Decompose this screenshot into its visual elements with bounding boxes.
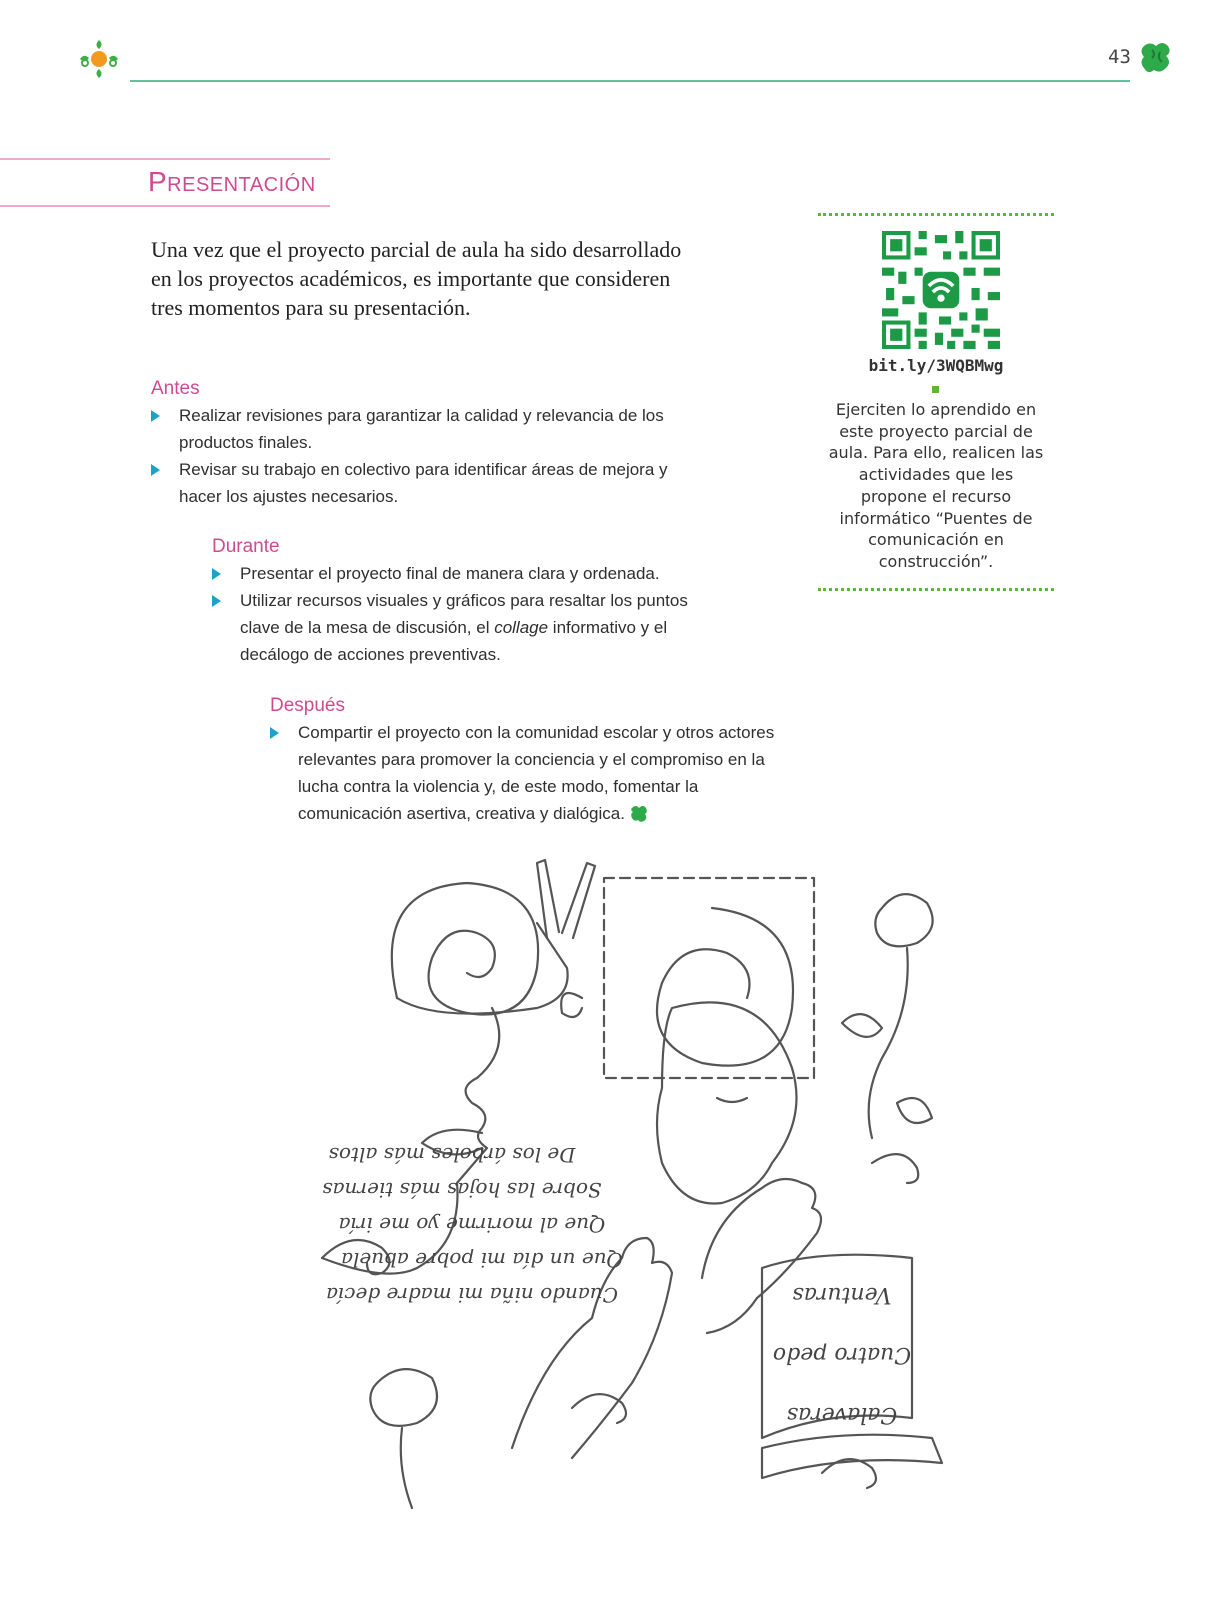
collage-illustration-icon xyxy=(282,848,1002,1538)
separator-dot xyxy=(932,386,939,393)
swirl xyxy=(572,1394,626,1423)
swirl xyxy=(561,993,582,1017)
heading-rule-top xyxy=(0,158,330,160)
list-item-text: Realizar revisiones para garantizar la calidad y relevancia de los productos finales. xyxy=(179,406,664,452)
leaf xyxy=(897,1098,932,1123)
list-item-text: Compartir el proyecto con la comunidad escolar y otros actores relevantes para promover la conciencia y el compromiso en la lucha contra la violencia y, de este modo, fomentar la comunicación asertiva, creativa y dialógica. xyxy=(298,723,775,823)
bald-head xyxy=(657,1002,797,1203)
phase-title-despues: Después xyxy=(270,695,345,716)
green-glyph-icon xyxy=(1140,40,1174,76)
list-item xyxy=(270,719,780,827)
book-line: Calaveras xyxy=(786,1402,898,1427)
bullet-icon xyxy=(212,595,221,607)
qr-code-icon[interactable] xyxy=(882,231,1000,349)
dotted-rule-bottom xyxy=(818,588,1054,591)
phase-durante xyxy=(212,536,712,668)
swirl xyxy=(872,1154,918,1183)
list-item xyxy=(212,587,712,668)
header-rule xyxy=(130,80,1130,82)
list-item xyxy=(212,560,712,587)
phase-despues xyxy=(270,695,780,827)
flower-logo-icon xyxy=(72,34,126,84)
phase-title-antes: Antes xyxy=(151,378,200,399)
section-title: Presentación xyxy=(148,166,316,197)
script-line: Sobre las hojas más tiernas xyxy=(322,1178,602,1202)
list-item-text: Revisar su trabajo en colectivo para identificar áreas de mejora y hacer los ajustes necesarios. xyxy=(179,460,668,506)
script-line: Que al morirme yo me iría xyxy=(338,1213,606,1237)
spiral xyxy=(657,908,793,1066)
leaf xyxy=(842,1014,882,1037)
heading-rule-bottom xyxy=(0,205,330,207)
pencil-right xyxy=(562,863,595,938)
script-line: De los árboles más altos xyxy=(328,1143,576,1167)
end-mark-icon xyxy=(629,804,649,822)
page-number: 43 xyxy=(1108,46,1131,68)
bullet-icon xyxy=(270,727,279,739)
bullet-icon xyxy=(151,464,160,476)
list-item-italic: collage xyxy=(494,618,549,637)
book-line: Cuatro pedo xyxy=(772,1342,912,1367)
phase-antes xyxy=(151,378,691,510)
list-item-text: Presentar el proyecto final de manera clara y ordenada. xyxy=(240,564,660,583)
list-item-text: Utilizar recursos visuales y gráficos para resaltar los puntos clave de la mesa de discusión, el xyxy=(240,591,688,637)
phase-title-durante: Durante xyxy=(212,536,280,557)
bullet-icon xyxy=(151,410,160,422)
rose-bottom xyxy=(370,1369,437,1508)
intro-paragraph: Una vez que el proyecto parcial de aula ha sido desarrollado en los proyectos académicos, es importante que consideren tres momentos para su presentación. xyxy=(151,237,682,320)
snail-shell xyxy=(392,883,538,1015)
resource-box xyxy=(818,213,1054,591)
list-item xyxy=(151,456,691,510)
bullet-icon xyxy=(212,568,221,580)
script-line: Cuando niña mi madre decía xyxy=(326,1283,618,1307)
resource-caption: Ejerciten lo aprendido en este proyecto parcial de aula. Para ello, realicen las actividades que les propone el recurso informático “Puentes de comunicación en construcción”. xyxy=(828,400,1044,571)
script-line: Que un día mi pobre abuela xyxy=(341,1248,623,1272)
closed-eye xyxy=(717,1098,747,1102)
list-item xyxy=(151,402,691,456)
dotted-rule-top xyxy=(818,213,1054,216)
book-line: Venturas xyxy=(792,1282,892,1307)
list-item-text: informativo y el decálogo de acciones preventivas. xyxy=(240,618,668,664)
resource-link[interactable]: bit.ly/3WQBMwg xyxy=(868,356,1004,375)
